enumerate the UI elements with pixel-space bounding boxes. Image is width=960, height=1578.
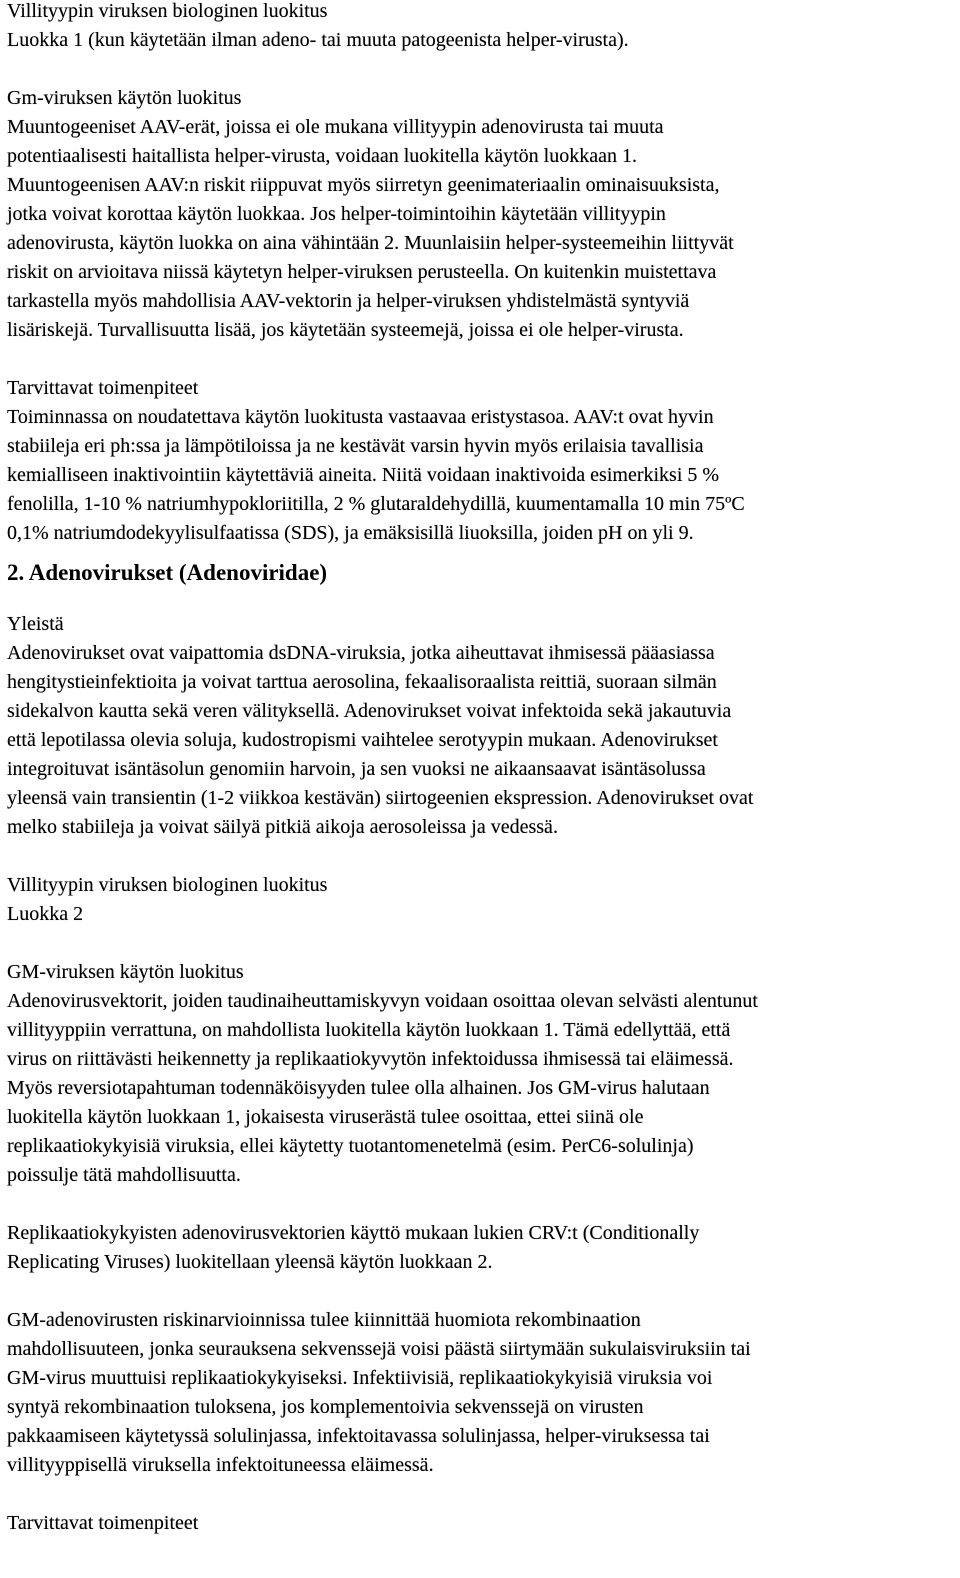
section-title: GM-viruksen käytön luokitus xyxy=(7,961,244,983)
section-title: Tarvittavat toimenpiteet xyxy=(7,1512,199,1534)
paragraph-line: mahdollisuuteen, jonka seurauksena sekvenssejä voisi päästä siirtymään sukulaisviruksiin tai xyxy=(7,1338,751,1360)
paragraph-line: melko stabiileja ja voivat säilyä pitkiä aikoja aerosoleissa ja vedessä. xyxy=(7,816,558,838)
section-title: Villityypin viruksen biologinen luokitus xyxy=(7,0,328,22)
paragraph-line: GM-adenovirusten riskinarvioinnissa tulee kiinnittää huomiota rekombinaation xyxy=(7,1309,641,1331)
section-title: Villityypin viruksen biologinen luokitus xyxy=(7,874,328,896)
paragraph-line: Muuntogeenisen AAV:n riskit riippuvat myös siirretyn geenimateriaalin ominaisuuksista, xyxy=(7,174,720,196)
paragraph-line: syntyä rekombinaation tuloksena, jos komplementoivia sekvenssejä on virusten xyxy=(7,1396,644,1418)
paragraph-line: kemialliseen inaktivointiin käytettäviä aineita. Niitä voidaan inaktivoida esimerkiksi 5 % xyxy=(7,464,720,486)
paragraph-line: stabiileja eri ph:ssa ja lämpötiloissa ja ne kestävät varsin hyvin myös erilaisia tavallisia xyxy=(7,435,704,457)
paragraph-line: integroituvat isäntäsolun genomiin harvoin, ja sen vuoksi ne aikaansaavat isäntäsolussa xyxy=(7,758,706,780)
paragraph-line: Replicating Viruses) luokitellaan yleensä käytön luokkaan 2. xyxy=(7,1251,493,1273)
paragraph-line: Myös reversiotapahtuman todennäköisyyden tulee olla alhainen. Jos GM-virus halutaan xyxy=(7,1077,710,1099)
classification-text: Luokka 2 xyxy=(7,903,84,925)
paragraph-line: adenovirusta, käytön luokka on aina vähintään 2. Muunlaisiin helper-systeemeihin liittyvät xyxy=(7,232,734,254)
paragraph-line: tarkastella myös mahdollisia AAV-vektorin ja helper-viruksen yhdistelmästä syntyviä xyxy=(7,290,690,312)
chapter-heading: 2. Adenovirukset (Adenoviridae) xyxy=(7,560,328,585)
paragraph-line: Toiminnassa on noudatettava käytön luokitusta vastaavaa eristystasoa. AAV:t ovat hyvin xyxy=(7,406,714,428)
section-title: Tarvittavat toimenpiteet xyxy=(7,377,199,399)
paragraph-line: hengitystieinfektioita ja voivat tarttua aerosolina, fekaalisoraalista reittiä, suoraan silmän xyxy=(7,671,717,693)
paragraph-line: luokitella käytön luokkaan 1, jokaisesta viruserästä tulee osoittaa, ettei siinä ole xyxy=(7,1106,644,1128)
paragraph-line: että lepotilassa olevia soluja, kudostropismi vaihtelee serotyypin mukaan. Adenovirukset xyxy=(7,729,718,751)
paragraph-line: virus on riittävästi heikennetty ja replikaatiokyvytön infektoidussa ihmisessä tai eläimessä. xyxy=(7,1048,734,1070)
paragraph-line: poissulje tätä mahdollisuutta. xyxy=(7,1164,241,1186)
paragraph-line: lisäriskejä. Turvallisuutta lisää, jos käytetään systeemejä, joissa ei ole helper-virusta. xyxy=(7,319,684,341)
paragraph-line: fenolilla, 1-10 % natriumhypokloriitilla, 2 % glutaraldehydillä, kuumentamalla 10 min 75ºC xyxy=(7,493,745,515)
section-title: Gm-viruksen käytön luokitus xyxy=(7,87,242,109)
paragraph-line: replikaatiokykyisiä viruksia, ellei käytetty tuotantomenetelmä (esim. PerC6-solulinja) xyxy=(7,1135,694,1157)
document-page xyxy=(7,0,955,1538)
paragraph-line: Adenovirusvektorit, joiden taudinaiheuttamiskyvyn voidaan osoittaa olevan selvästi alentunut xyxy=(7,990,758,1012)
paragraph-line: pakkaamiseen käytetyssä solulinjassa, infektoitavassa solulinjassa, helper-viruksessa tai xyxy=(7,1425,710,1447)
paragraph-line: sidekalvon kautta sekä veren välityksellä. Adenovirukset voivat infektoida sekä jakautuvia xyxy=(7,700,732,722)
paragraph-line: riskit on arvioitava niissä käytetyn helper-viruksen perusteella. On kuitenkin muistettava xyxy=(7,261,717,283)
paragraph-line: potentiaalisesti haitallista helper-virusta, voidaan luokitella käytön luokkaan 1. xyxy=(7,145,637,167)
paragraph-line: villityyppiin verrattuna, on mahdollista luokitella käytön luokkaan 1. Tämä edellyttää, että xyxy=(7,1019,731,1041)
paragraph-line: Replikaatiokykyisten adenovirusvektorien käyttö mukaan lukien CRV:t (Conditionally xyxy=(7,1222,700,1244)
paragraph-line: villityyppisellä viruksella infektoituneessa eläimessä. xyxy=(7,1454,434,1476)
paragraph-line: 0,1% natriumdodekyylisulfaatissa (SDS), ja emäksisillä liuoksilla, joiden pH on yli 9. xyxy=(7,522,694,544)
paragraph-line: Muuntogeeniset AAV-erät, joissa ei ole mukana villityypin adenovirusta tai muuta xyxy=(7,116,664,138)
paragraph-line: Adenovirukset ovat vaipattomia dsDNA-viruksia, jotka aiheuttavat ihmisessä pääasiassa xyxy=(7,642,715,664)
paragraph-line: yleensä vain transientin (1-2 viikkoa kestävän) siirtogeenien ekspression. Adenovirukset ovat xyxy=(7,787,754,809)
classification-text: Luokka 1 (kun käytetään ilman adeno- tai muuta patogeenista helper-virusta). xyxy=(7,29,629,51)
paragraph-line: jotka voivat korottaa käytön luokkaa. Jos helper-toimintoihin käytetään villityypin xyxy=(7,203,666,225)
paragraph-line: GM-virus muuttuisi replikaatiokykyiseksi. Infektiivisiä, replikaatiokykyisiä viruksia voi xyxy=(7,1367,713,1389)
section-title: Yleistä xyxy=(7,613,64,635)
